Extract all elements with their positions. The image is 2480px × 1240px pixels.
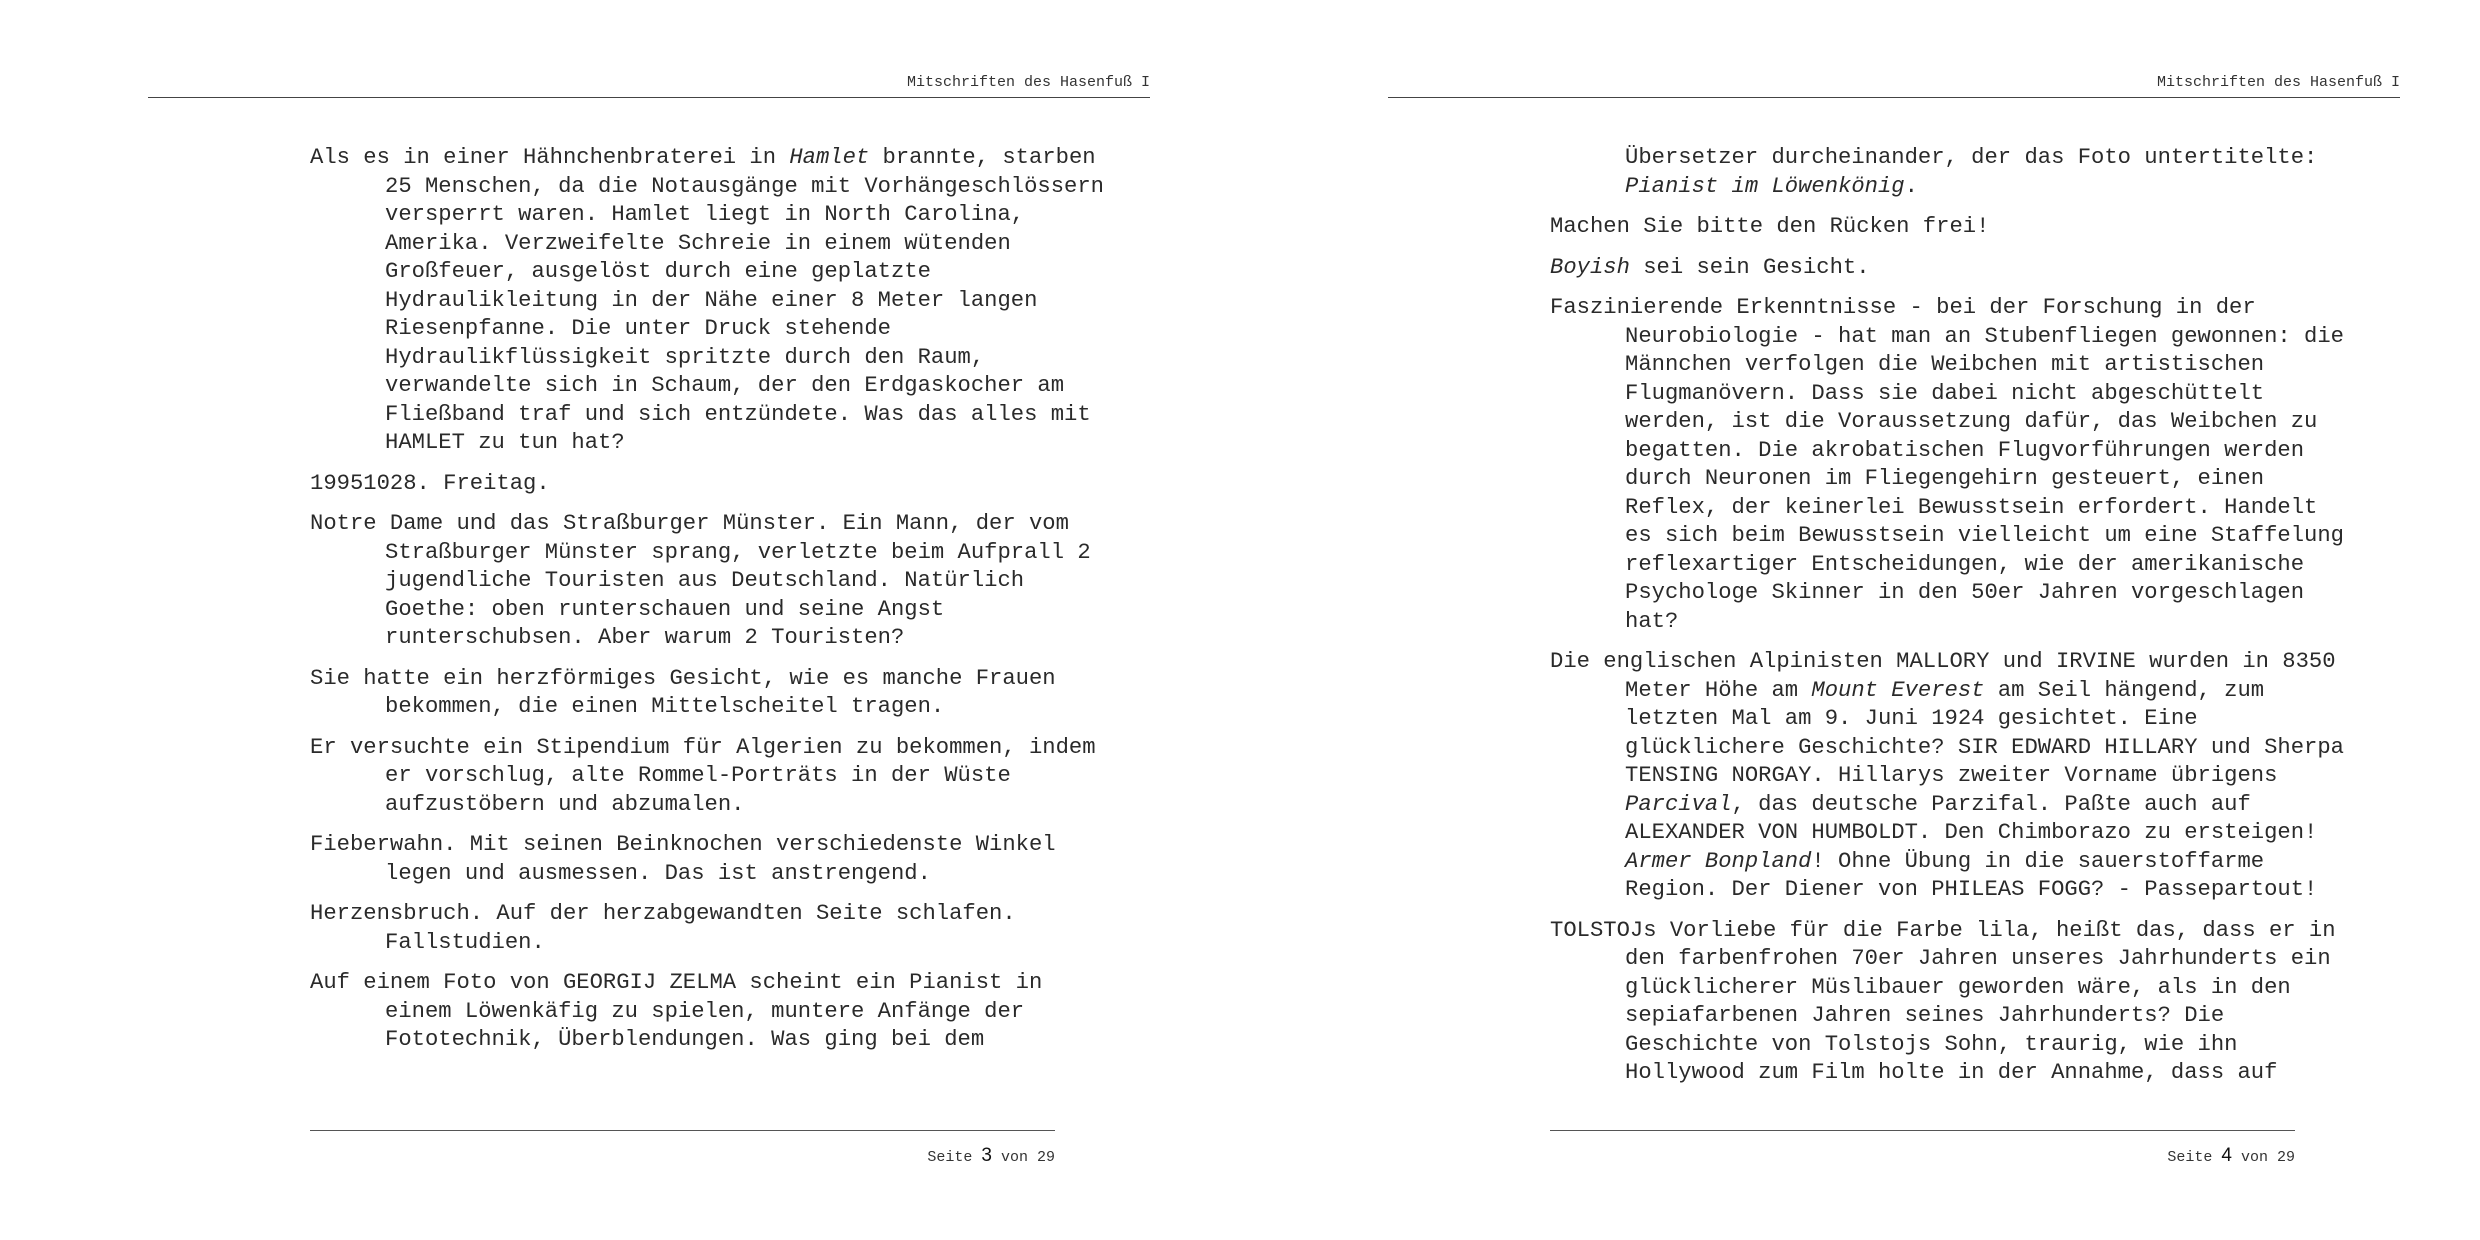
running-header: Mitschriften des Hasenfuß I [906, 74, 1150, 91]
page-right [1240, 0, 2480, 1240]
page-footer [2167, 1145, 2295, 1167]
page-body [310, 144, 1110, 1067]
page-footer [927, 1145, 1055, 1167]
text-run: TOLSTOJs Vorliebe für die Farbe lila, heißt das, dass er in den farbenfrohen 70er Jahren unseres Jahrhunderts ein glücklicherer Müslibauer geworden wäre, als in den sepiafarbenen Jahren seines Jahrhunderts? Die Geschichte von Tolstojs Sohn, traurig, wie ihn Hollywood zum Film holte in der Annahme, dass auf [1550, 917, 2336, 1085]
paragraph [1550, 144, 2350, 201]
paragraph [1550, 917, 2350, 1088]
paragraph [310, 665, 1110, 722]
paragraph [310, 510, 1110, 653]
text-run: brannte, starben 25 Menschen, da die Notausgänge mit Vorhängeschlössern versperrt waren. Hamlet liegt in North Carolina, Amerika. Verzweifelte Schreie in einem wütenden Großfeuer, ausgelöst durch eine geplatzte Hydraulikleitung in der Nähe einer 8 Meter langen Riesenpfanne. Die unter Druck stehende Hydraulikflüssigkeit spritzte durch den Raum, verwandelte sich in Schaum, der den Erdgaskocher am Fließband traf und sich entzündete. Was das alles mit HAMLET zu tun hat? [385, 145, 1104, 455]
paragraph [1550, 213, 2350, 242]
paragraph [310, 900, 1110, 957]
footer-prefix: Seite [2167, 1149, 2213, 1166]
text-run: sei sein Gesicht. [1629, 254, 1870, 280]
footer-total-pages: 29 [1036, 1149, 1055, 1166]
header-divider [148, 97, 1150, 98]
footer-divider [1550, 1130, 2295, 1131]
footer-von: von [1000, 1149, 1028, 1166]
paragraph [310, 969, 1110, 1055]
header-divider [1388, 97, 2400, 98]
text-run: Die englischen Alpinisten MALLORY und IRVINE wurden in 8350 Meter Höhe am [1550, 649, 2336, 703]
text-run: Sie hatte ein herzförmiges Gesicht, wie es manche Frauen bekommen, die einen Mittelscheitel tragen. [310, 665, 1056, 719]
text-run: Faszinierende Erkenntnisse - bei der Forschung in der Neurobiologie - hat man an Stubenfliegen gewonnen: die Männchen verfolgen die Weibchen mit artistischen Flugmanövern. Dass sie dabei nicht abgeschüttelt werden, ist die Voraussetzung dafür, das Weibchen zu begatten. Die akrobatischen Flugvorführungen werden durch Neuronen im Fliegengehirn gesteuert, einen Reflex, der keinerlei Bewusstsein erfordert. Handelt es sich beim Bewusstsein vielleicht um eine Staffelung reflexartiger Entscheidungen, wie der amerikanische Psychologe Skinner in den 50er Jahren vorgeschlagen hat? [1550, 295, 2344, 634]
footer-divider [310, 1130, 1055, 1131]
footer-von: von [2240, 1149, 2268, 1166]
text-run: 19951028. Freitag. [310, 470, 550, 496]
italic-text: Armer Bonpland [1625, 848, 1812, 874]
italic-text: Pianist im Löwenkönig [1625, 173, 1905, 199]
text-run: Er versuchte ein Stipendium für Algerien zu bekommen, indem er vorschlug, alte Rommel-Porträts in der Wüste aufzustöbern und abzumalen. [310, 734, 1096, 817]
text-run: Herzensbruch. Auf der herzabgewandten Seite schlafen. Fallstudien. [310, 901, 1016, 955]
text-run: Notre Dame und das Straßburger Münster. Ein Mann, der vom Straßburger Münster sprang, verletzte beim Aufprall 2 jugendliche Touristen aus Deutschland. Natürlich Goethe: oben runterschauen und seine Angst runterschubsen. Aber warum 2 Touristen? [310, 511, 1091, 650]
paragraph [1550, 254, 2350, 283]
paragraph [310, 831, 1110, 888]
page-body [1550, 144, 2350, 1100]
italic-text: Hamlet [789, 145, 870, 170]
text-run: Übersetzer durcheinander, der das Foto untertitelte: [1625, 145, 2318, 170]
paragraph [1550, 294, 2350, 636]
running-header: Mitschriften des Hasenfuß I [2156, 74, 2400, 91]
italic-text: Boyish [1550, 254, 1630, 280]
footer-page-number: 4 [2221, 1145, 2232, 1166]
text-run: . [1904, 173, 1918, 199]
paragraph [1550, 648, 2350, 905]
italic-text: Parcival [1625, 791, 1732, 817]
paragraph [310, 144, 1110, 458]
paragraph [310, 734, 1110, 820]
text-run: ! Ohne Übung in die sauerstoffarme Region. Der Diener von PHILEAS FOGG? - Passepartout! [1625, 848, 2318, 902]
text-run: , das deutsche Parzifal. Paßte auch auf ALEXANDER VON HUMBOLDT. Den Chimborazo zu ersteigen! [1625, 791, 2318, 845]
text-run: Fieberwahn. Mit seinen Beinknochen verschiedenste Winkel legen und ausmessen. Das ist anstrengend. [310, 832, 1056, 886]
text-run: am Seil hängend, zum letzten Mal am 9. Juni 1924 gesichtet. Eine glücklichere Geschichte? SIR EDWARD HILLARY und Sherpa TENSING NORGAY. Hillarys zweiter Vorname übrigens [1625, 677, 2344, 788]
footer-prefix: Seite [927, 1149, 973, 1166]
footer-page-number: 3 [981, 1145, 992, 1166]
text-run: Machen Sie bitte den Rücken frei! [1550, 214, 1990, 239]
paragraph [310, 470, 1110, 499]
italic-text: Mount Everest [1811, 677, 1985, 703]
text-run: Als es in einer Hähnchenbraterei in [310, 145, 790, 170]
text-run: Auf einem Foto von GEORGIJ ZELMA scheint ein Pianist in einem Löwenkäfig zu spielen, muntere Anfänge der Fototechnik, Überblendungen. Was ging bei dem [310, 970, 1043, 1052]
footer-total-pages: 29 [2276, 1149, 2295, 1166]
